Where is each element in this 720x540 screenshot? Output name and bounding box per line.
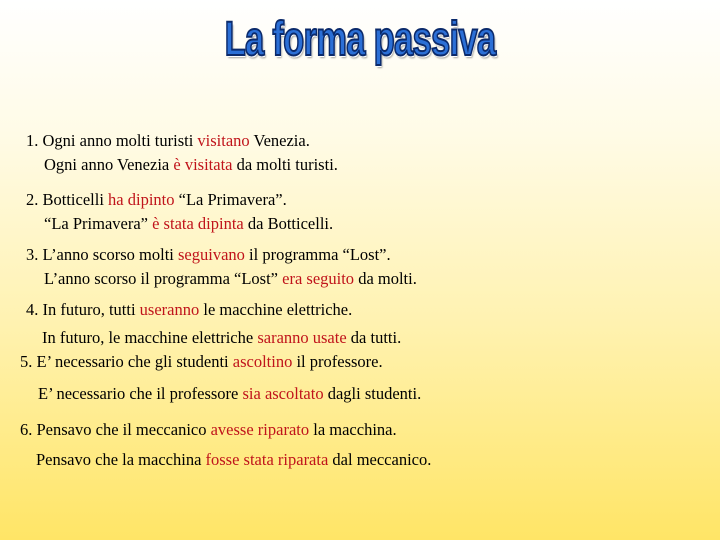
sentence-text: da tutti. bbox=[346, 328, 402, 347]
verb-highlight: visitano bbox=[197, 131, 250, 150]
sentence-text: 4. In futuro, tutti bbox=[26, 300, 140, 319]
verb-highlight: ha dipinto bbox=[108, 190, 175, 209]
sentence-2-active bbox=[26, 190, 287, 210]
verb-highlight: era seguito bbox=[282, 269, 355, 288]
sentence-text: il programma “Lost”. bbox=[244, 245, 391, 264]
sentence-4-passive bbox=[42, 328, 401, 348]
sentence-3-active bbox=[26, 245, 391, 265]
sentence-6-passive bbox=[36, 450, 431, 470]
verb-highlight: seguivano bbox=[178, 245, 245, 264]
sentence-text: da Botticelli. bbox=[243, 214, 334, 233]
verb-highlight: saranno usate bbox=[257, 328, 347, 347]
sentence-text: 1. Ogni anno molti turisti bbox=[26, 131, 198, 150]
sentence-text: da molti turisti. bbox=[232, 155, 338, 174]
sentence-text: In futuro, le macchine elettriche bbox=[42, 328, 258, 347]
sentence-text: il professore. bbox=[292, 352, 383, 371]
verb-highlight: è visitata bbox=[173, 155, 233, 174]
sentence-2-passive bbox=[44, 214, 333, 234]
sentence-6-active bbox=[20, 420, 397, 440]
sentence-text: 6. Pensavo che il meccanico bbox=[20, 420, 211, 439]
sentence-text: 5. E’ necessario che gli studenti bbox=[20, 352, 233, 371]
sentence-4-active bbox=[26, 300, 352, 320]
sentence-text: 2. Botticelli bbox=[26, 190, 109, 209]
sentence-text: Pensavo che la macchina bbox=[36, 450, 206, 469]
sentence-text: le macchine elettriche. bbox=[199, 300, 353, 319]
verb-highlight: sia ascoltato bbox=[242, 384, 324, 403]
slide-title: La forma passiva bbox=[224, 13, 496, 66]
verb-highlight: fosse stata riparata bbox=[205, 450, 329, 469]
sentence-text: L’anno scorso il programma “Lost” bbox=[44, 269, 283, 288]
sentence-text: 3. L’anno scorso molti bbox=[26, 245, 179, 264]
sentence-text: E’ necessario che il professore bbox=[38, 384, 243, 403]
verb-highlight: avesse riparato bbox=[210, 420, 310, 439]
sentence-text: Ogni anno Venezia bbox=[44, 155, 174, 174]
sentence-text: Venezia. bbox=[249, 131, 310, 150]
verb-highlight: ascoltino bbox=[232, 352, 293, 371]
sentence-text: dal meccanico. bbox=[328, 450, 432, 469]
sentence-text: dagli studenti. bbox=[323, 384, 422, 403]
sentence-text: da molti. bbox=[354, 269, 417, 288]
sentence-text: “La Primavera”. bbox=[174, 190, 287, 209]
sentence-5-passive bbox=[38, 384, 421, 404]
verb-highlight: è stata dipinta bbox=[152, 214, 244, 233]
sentence-3-passive bbox=[44, 269, 417, 289]
sentence-5-active bbox=[20, 352, 383, 372]
sentence-1-active bbox=[26, 131, 310, 151]
sentence-text: “La Primavera” bbox=[44, 214, 153, 233]
sentence-1-passive bbox=[44, 155, 338, 175]
sentence-text: la macchina. bbox=[309, 420, 397, 439]
verb-highlight: useranno bbox=[139, 300, 200, 319]
